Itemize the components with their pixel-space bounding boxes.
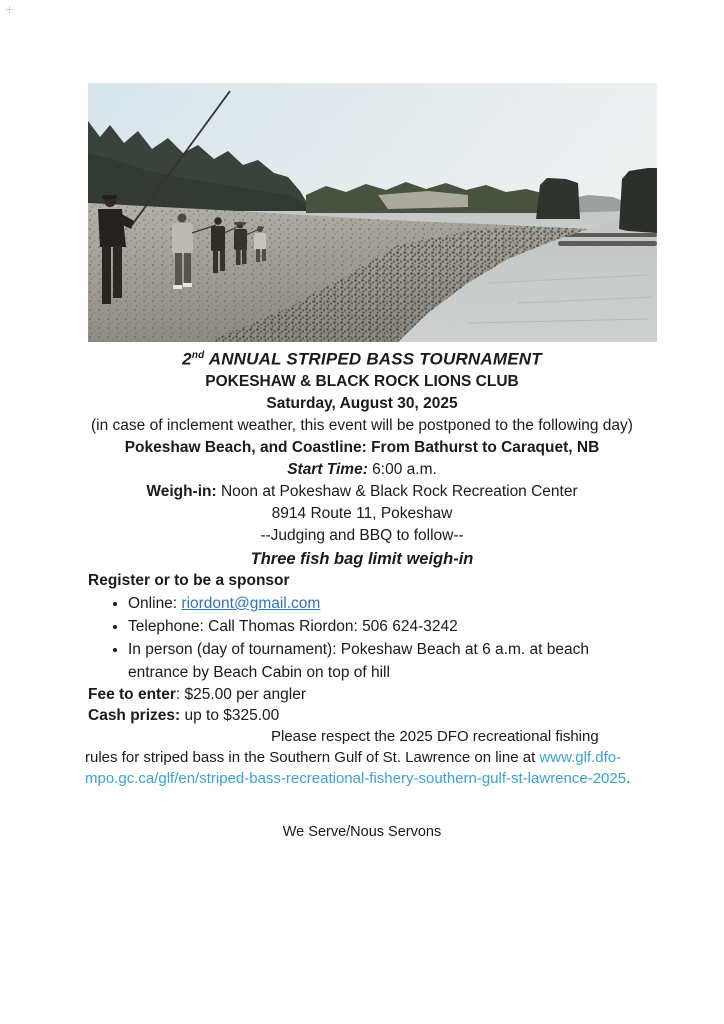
start-time-value: 6:00 a.m.: [367, 460, 437, 478]
prize-line: [88, 705, 668, 726]
dfo-line2-text: rules for striped bass in the Southern Gulf of St. Lawrence on line at: [85, 749, 540, 766]
register-options-list: [88, 592, 668, 684]
fee-line: [88, 684, 668, 705]
scan-artifact: [6, 6, 13, 13]
registration-block: [88, 569, 668, 726]
prizes-value: up to $325.00: [180, 707, 280, 724]
weather-note: (in case of inclement weather, this event will be postponed to the following day): [91, 416, 633, 434]
dfo-link-part1[interactable]: www.glf.dfo-: [539, 749, 622, 766]
club-name: POKESHAW & BLACK ROCK LIONS CLUB: [205, 372, 519, 390]
beach-photo-illustration: [88, 83, 657, 342]
event-title-number: 2: [182, 349, 192, 369]
event-title-text: ANNUAL STRIPED BASS TOURNAMENT: [204, 349, 542, 369]
prizes-label: Cash prizes:: [88, 707, 181, 724]
register-heading: Register or to be a sponsor: [88, 572, 290, 589]
fee-value: : $25.00 per angler: [175, 686, 306, 703]
weigh-in-line: [40, 481, 684, 503]
fee-label: Fee to enter: [88, 686, 176, 703]
beach-photo: [88, 83, 657, 342]
weigh-in-address: 8914 Route 11, Pokeshaw: [271, 504, 453, 522]
dfo-rules-paragraph: [85, 726, 670, 789]
lions-motto: We Serve/Nous Servons: [282, 824, 442, 840]
judging-note: --Judging and BBQ to follow--: [260, 526, 464, 544]
flyer-header-block: [40, 344, 684, 571]
in-person-line1: • In person (day of tournament): Pokeshaw Beach at 6 a.m. at beach: [128, 641, 589, 658]
register-option-online: [128, 592, 668, 615]
bag-limit-note: Three fish bag limit weigh-in: [250, 549, 474, 568]
register-option-telephone: • Telephone: Call Thomas Riordon: 506 624-3242: [128, 615, 668, 638]
online-label: Online:: [128, 595, 182, 612]
in-person-line2: entrance by Beach Cabin on top of hill: [128, 664, 390, 681]
event-title: [40, 344, 684, 371]
start-time-label: Start Time:: [287, 460, 368, 478]
start-time-line: [40, 459, 684, 481]
dfo-link-part2[interactable]: mpo.gc.ca/glf/en/striped-bass-recreational-fishery-southern-gulf-st-lawrence-2025: [85, 770, 627, 787]
weigh-in-label: Weigh-in:: [146, 482, 217, 500]
event-location: Pokeshaw Beach, and Coastline: From Bathurst to Caraquet, NB: [124, 438, 600, 456]
dfo-line1: Please respect the 2025 DFO recreational fishing: [271, 728, 599, 745]
photo-grain-overlay: [88, 83, 657, 342]
email-link[interactable]: riordont@gmail.com: [181, 595, 321, 612]
register-option-in-person: [128, 638, 668, 684]
dfo-terminator: .: [626, 770, 631, 787]
event-title-ordinal: nd: [191, 350, 205, 361]
event-date: Saturday, August 30, 2025: [266, 394, 458, 412]
weigh-in-value: Noon at Pokeshaw & Black Rock Recreation Center: [216, 482, 578, 500]
